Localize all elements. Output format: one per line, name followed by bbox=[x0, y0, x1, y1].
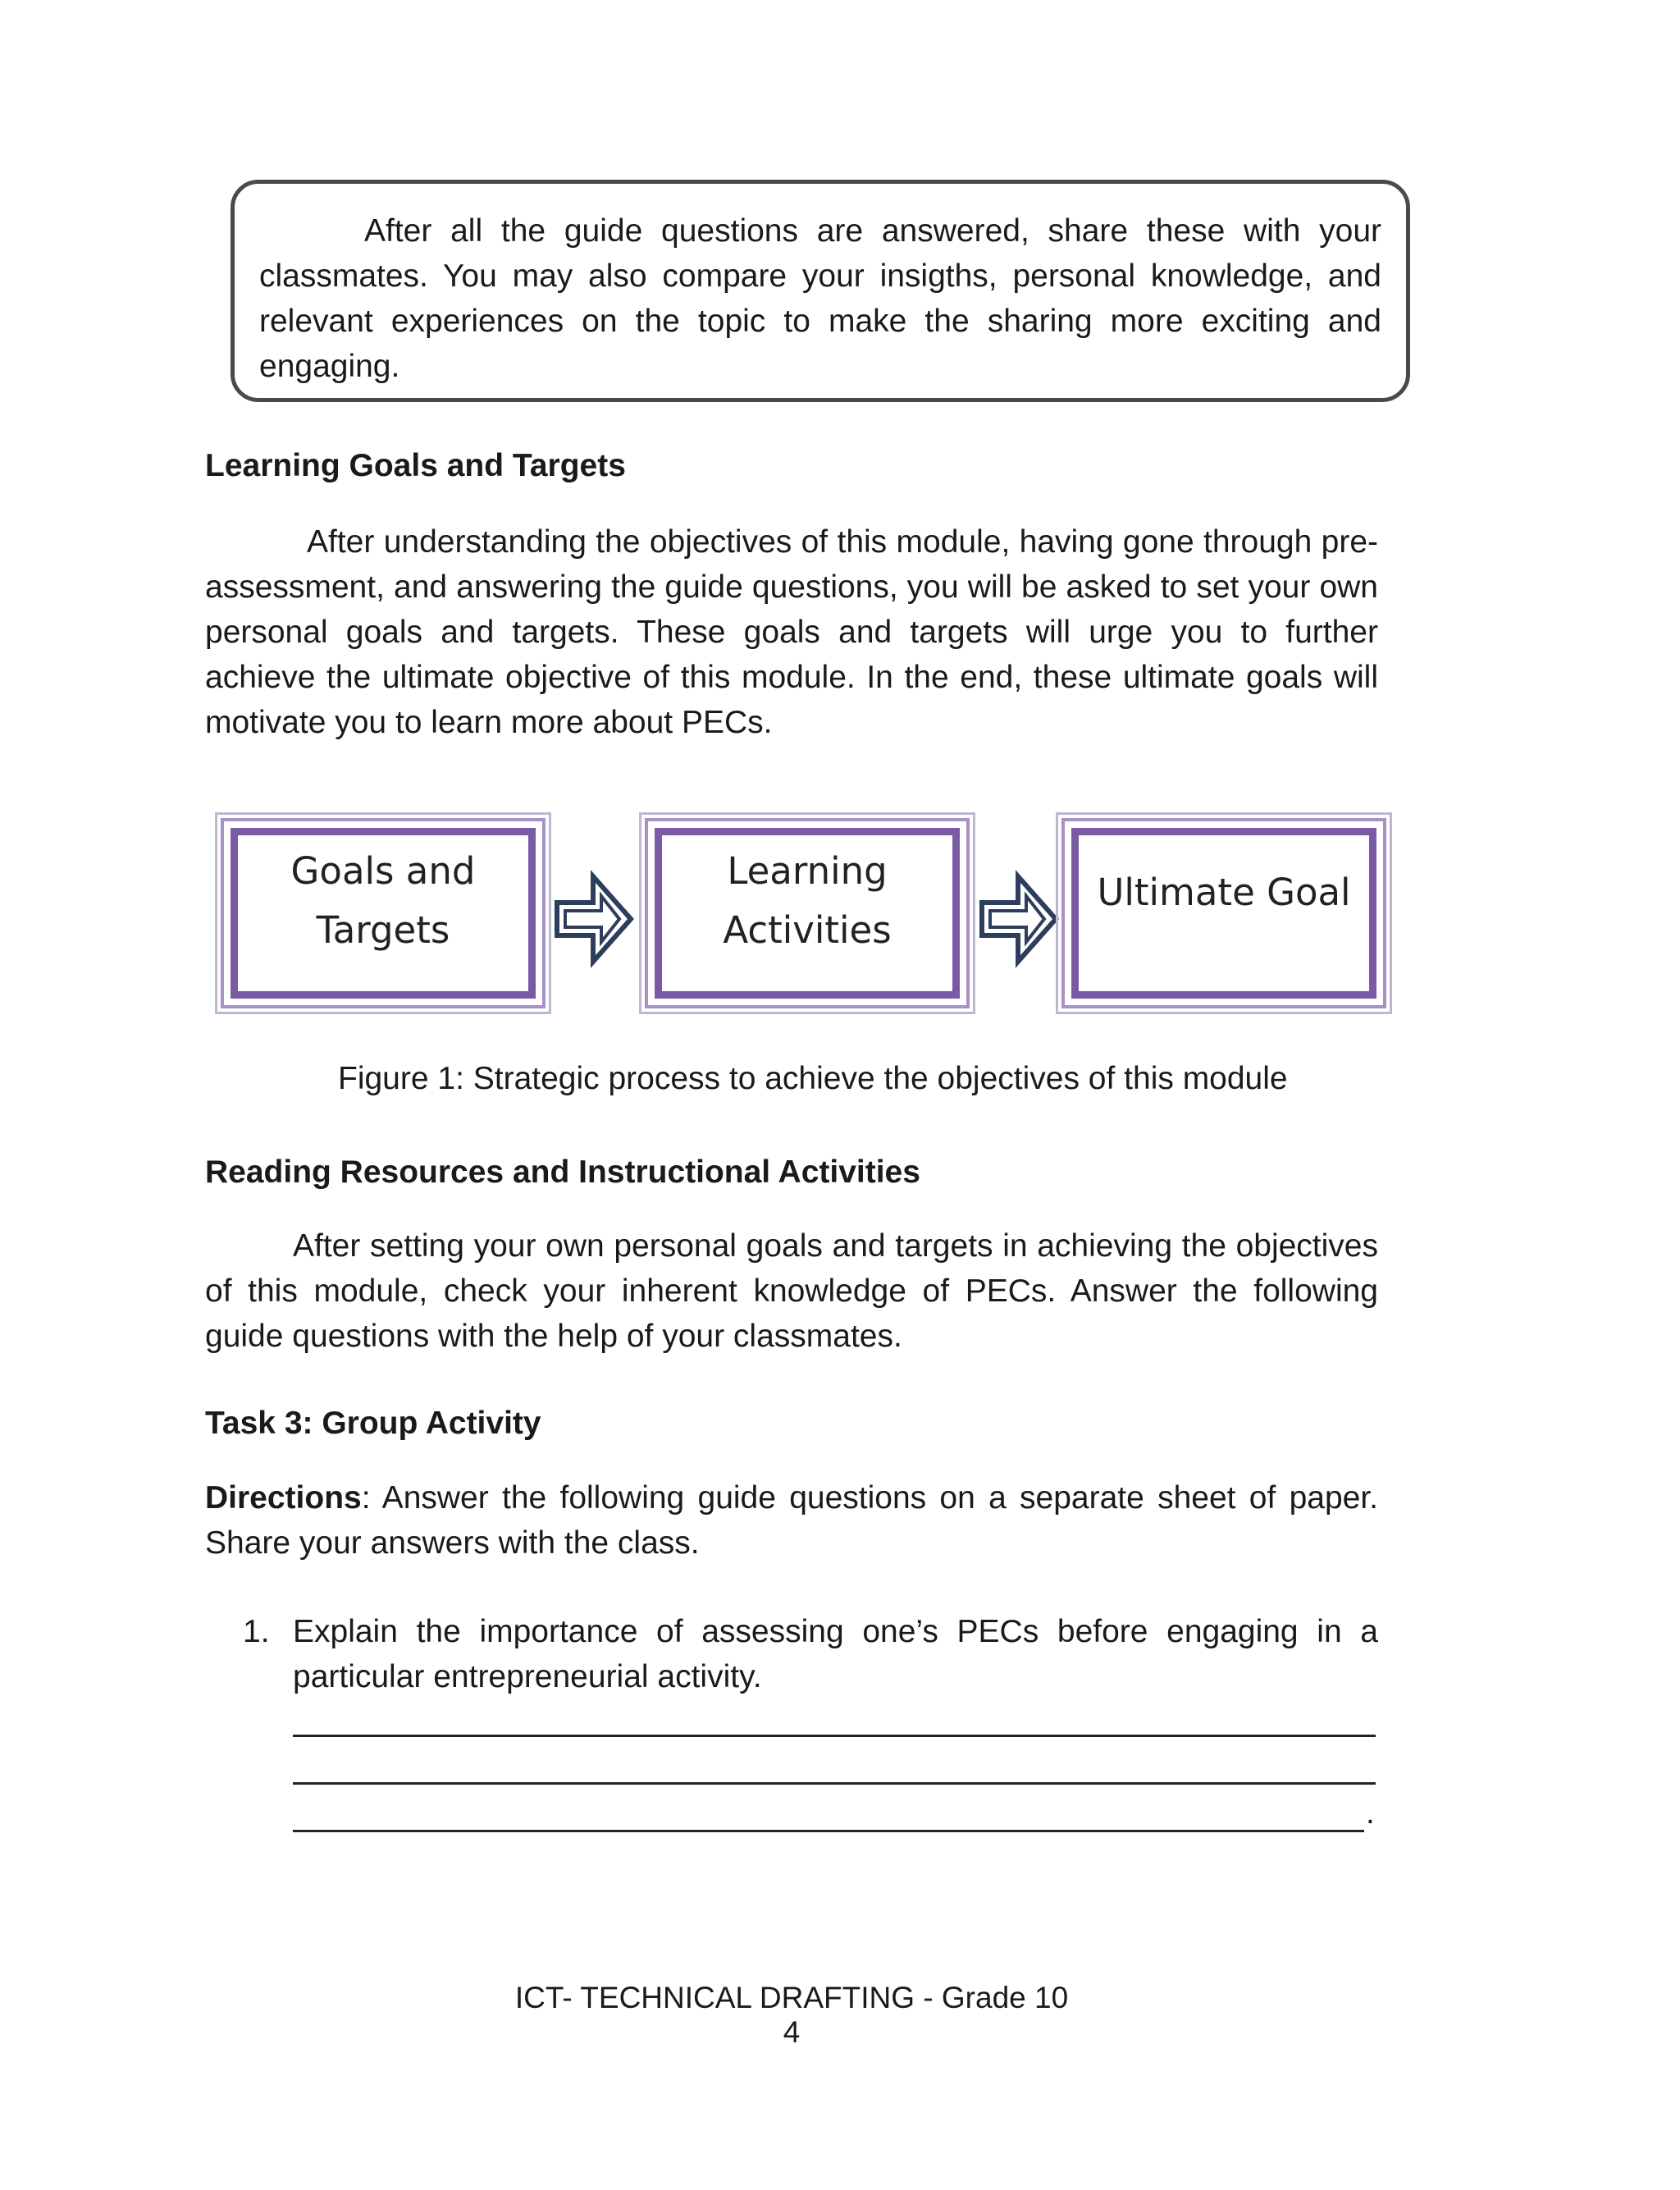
footer-title: ICT- TECHNICAL DRAFTING - Grade 10 bbox=[514, 1981, 1069, 2014]
directions-text: : Answer the following guide questions on a separate sheet of paper. Share your answers with the class. bbox=[205, 1480, 1378, 1561]
callout-box bbox=[231, 180, 1410, 402]
learning-goals-heading: Learning Goals and Targets bbox=[205, 448, 626, 483]
answer-line[interactable] bbox=[293, 1830, 1364, 1832]
flow-box-ultimate-goal bbox=[1061, 818, 1386, 1008]
reading-resources-paragraph: After setting your own personal goals and targets in achieving the objectives of this module, check your inherent knowledge of PECs. Answer the following guide questions with the help of your classmates. bbox=[205, 1228, 1378, 1354]
answer-line[interactable] bbox=[293, 1735, 1376, 1737]
right-arrow-icon bbox=[554, 870, 634, 968]
flow-box-learning-activities-label: Learning Activities bbox=[723, 849, 892, 952]
callout-text: After all the guide questions are answered, share these with your classmates. You may also compare your insigths, personal knowledge, and relevant experiences on the topic to make the sharing more exciting and engaging. bbox=[259, 213, 1381, 384]
flow-box-learning-activities bbox=[645, 818, 970, 1008]
reading-resources-heading: Reading Resources and Instructional Activities bbox=[205, 1154, 920, 1190]
page-number: 4 bbox=[783, 2015, 801, 2049]
flow-box-goals-targets bbox=[221, 818, 546, 1008]
right-arrow-icon bbox=[979, 870, 1059, 968]
answer-line[interactable] bbox=[293, 1782, 1376, 1785]
answer-end-mark: . bbox=[1366, 1795, 1375, 1831]
learning-goals-paragraph: After understanding the objectives of this module, having gone through pre-assessment, and answering the guide questions, you will be asked to set your own personal goals and targets. These goals and targets will urge you to further achieve the ultimate objective of this module. In the end, these ultimate goals will motivate you to learn more about PECs. bbox=[205, 524, 1378, 740]
flow-box-goals-targets-label: Goals and Targets bbox=[290, 849, 476, 952]
task-heading: Task 3: Group Activity bbox=[205, 1406, 541, 1441]
flow-box-ultimate-goal-label: Ultimate Goal bbox=[1097, 871, 1351, 914]
figure-caption: Figure 1: Strategic process to achieve the objectives of this module bbox=[338, 1061, 1288, 1096]
list-item-text: Explain the importance of assessing one’s PECs before engaging in a particular entrepreneurial activity. bbox=[293, 1614, 1378, 1694]
directions-paragraph bbox=[205, 1475, 1378, 1566]
list-item-number: 1. bbox=[243, 1614, 270, 1649]
directions-label: Directions bbox=[205, 1480, 362, 1516]
